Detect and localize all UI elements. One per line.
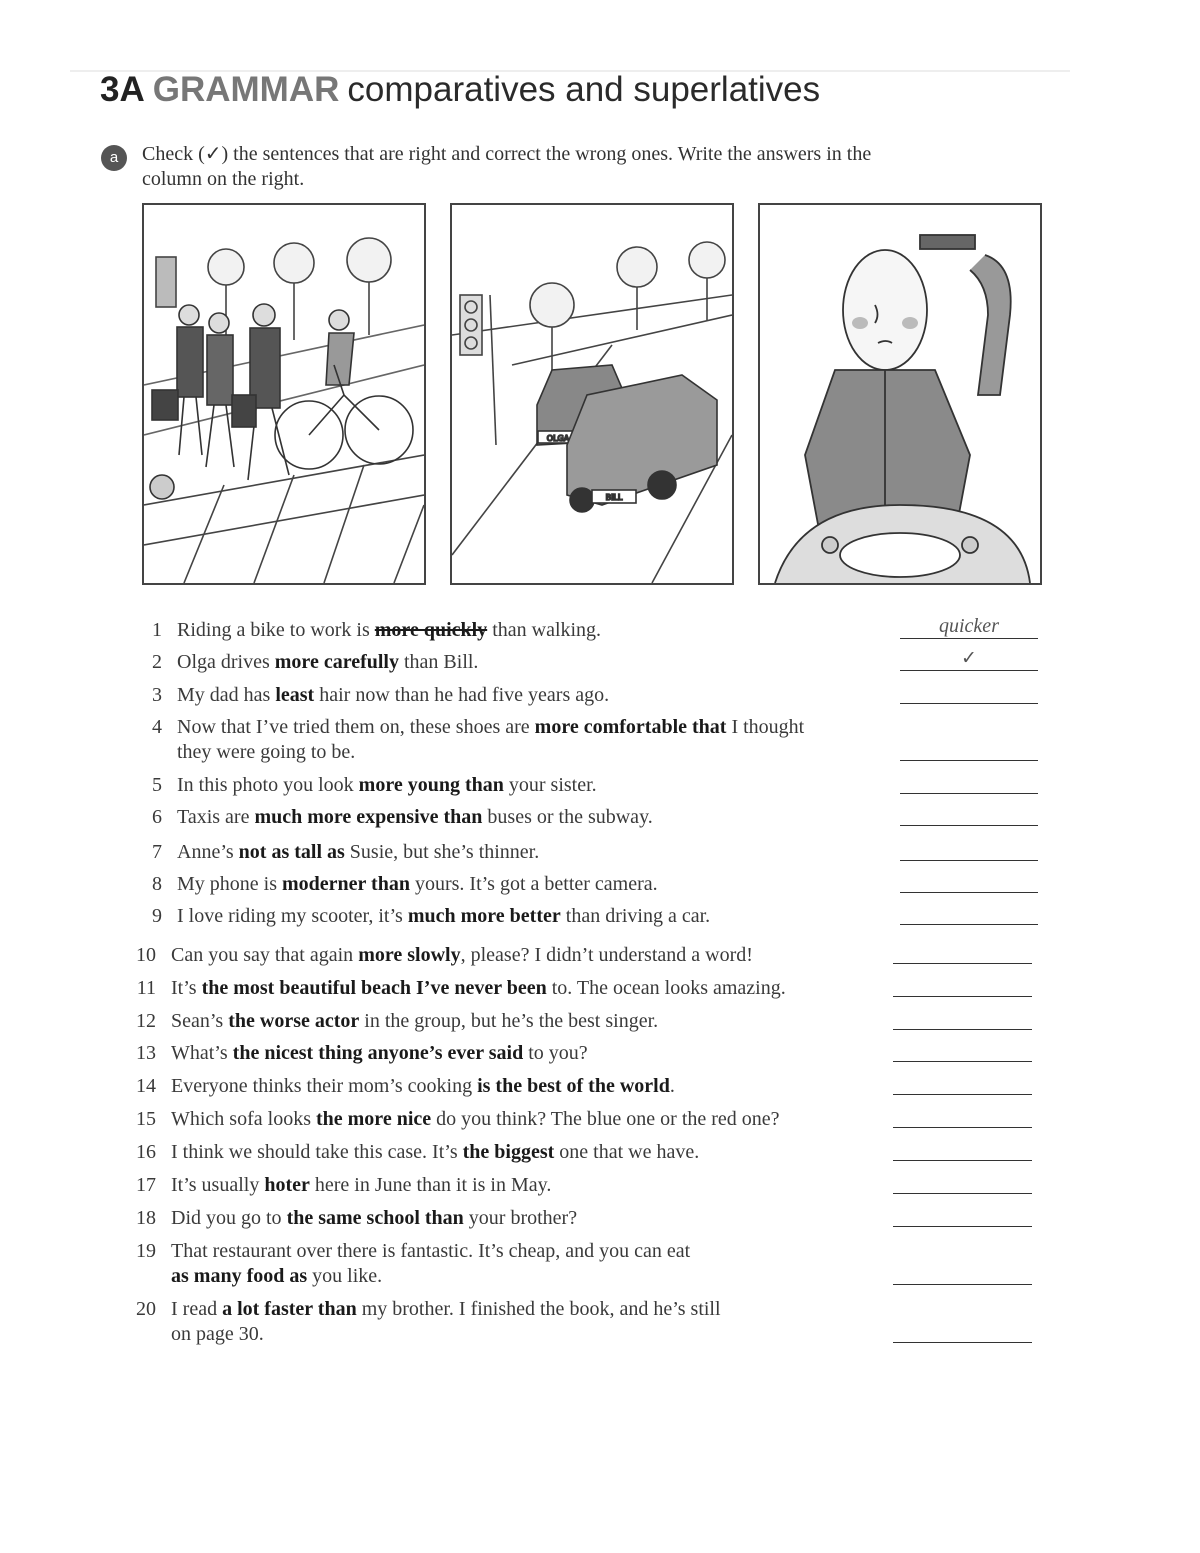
answer-blank[interactable] <box>893 972 1032 997</box>
item-sentence <box>177 618 601 642</box>
sentence-text: , please? I didn’t understand a word! <box>460 944 753 966</box>
answer-blank[interactable]: ✓ <box>900 646 1038 671</box>
item-sentence <box>177 683 609 707</box>
sentence-text: your brother? <box>463 1207 578 1229</box>
sentence-text: hair now than he had five years ago. <box>314 684 610 706</box>
item-number: 18 <box>136 1207 156 1229</box>
item-sentence <box>177 650 478 674</box>
item-number: 10 <box>136 944 156 966</box>
item-number: 6 <box>152 806 162 828</box>
item-sentence <box>171 1239 690 1263</box>
exercise-letter-badge: a <box>101 145 127 171</box>
item-number: 19 <box>136 1240 156 1262</box>
item-sentence-continued <box>177 740 355 764</box>
item-number: 15 <box>136 1108 156 1130</box>
answer-blank[interactable] <box>893 1070 1032 1095</box>
sentence-text: they were going to be. <box>177 741 356 763</box>
man-combing-hair-illustration <box>758 203 1042 585</box>
answer-blank[interactable] <box>900 769 1038 794</box>
item-number: 8 <box>152 873 162 895</box>
item-number: 13 <box>136 1042 156 1064</box>
item-sentence-continued <box>171 1264 382 1288</box>
sentence-text: What’s <box>171 1042 233 1064</box>
sentence-text: your sister. <box>503 774 597 796</box>
cars-at-traffic-light-illustration <box>450 203 734 585</box>
sentence-text: do you think? The blue one or the red one? <box>431 1108 780 1130</box>
item-sentence <box>171 943 753 967</box>
sentence-text: Which sofa looks <box>171 1108 316 1130</box>
sentence-text: I read <box>171 1298 223 1320</box>
plate-bill: BILL <box>605 493 623 502</box>
sentence-text: It’s <box>171 977 202 999</box>
unit-code: 3A <box>100 70 145 109</box>
item-sentence <box>177 840 539 864</box>
target-phrase: as many food as <box>171 1265 308 1287</box>
item-sentence <box>171 976 786 1000</box>
answer-blank[interactable] <box>900 736 1038 761</box>
target-phrase: much more expensive than <box>254 806 483 828</box>
target-phrase: the most beautiful beach I’ve never been <box>201 977 547 999</box>
item-number: 12 <box>136 1010 156 1032</box>
answer-blank[interactable] <box>893 1318 1032 1343</box>
sentence-text: My dad has <box>177 684 276 706</box>
answer-blank[interactable] <box>900 900 1038 925</box>
answer-blank[interactable] <box>893 1005 1032 1030</box>
sentence-text: Riding a bike to work is <box>177 619 375 641</box>
sentence-text: It’s usually <box>171 1174 265 1196</box>
item-sentence <box>177 805 653 829</box>
target-phrase: much more better <box>407 905 561 927</box>
item-number: 14 <box>136 1075 156 1097</box>
sentence-text: one that we have. <box>554 1141 700 1163</box>
item-sentence <box>171 1206 577 1230</box>
item-sentence <box>177 904 710 928</box>
sentence-text: Taxis are <box>177 806 255 828</box>
sentence-text: than Bill. <box>398 651 479 673</box>
sentence-text: Can you say that again <box>171 944 359 966</box>
item-sentence <box>171 1297 721 1321</box>
item-number: 20 <box>136 1298 156 1320</box>
sentence-text: than driving a car. <box>560 905 711 927</box>
target-phrase: more comfortable that <box>534 716 727 738</box>
item-sentence <box>171 1140 699 1164</box>
target-phrase: more carefully <box>274 651 399 673</box>
target-phrase: the biggest <box>462 1141 555 1163</box>
sentence-text: In this photo you look <box>177 774 359 796</box>
sentence-text: I think we should take this case. It’s <box>171 1141 463 1163</box>
answer-blank[interactable] <box>900 801 1038 826</box>
sentence-text: yours. It’s got a better camera. <box>409 873 658 895</box>
instruction-line-2: column on the right. <box>142 168 305 190</box>
sentence-text: buses or the subway. <box>482 806 653 828</box>
item-sentence <box>171 1173 551 1197</box>
sentence-text: Sean’s <box>171 1010 229 1032</box>
item-number: 1 <box>152 619 162 641</box>
target-phrase: hoter <box>264 1174 310 1196</box>
sentence-text: I love riding my scooter, it’s <box>177 905 408 927</box>
sentence-text: My phone is <box>177 873 282 895</box>
exercise-instruction <box>142 142 1022 192</box>
item-number: 17 <box>136 1174 156 1196</box>
target-phrase: the worse actor <box>228 1010 360 1032</box>
target-phrase: more quickly <box>374 619 488 641</box>
answer-blank[interactable] <box>893 1103 1032 1128</box>
plate-olga: OLGA <box>546 434 570 443</box>
target-phrase: more young than <box>358 774 504 796</box>
sentence-text: Did you go to <box>171 1207 287 1229</box>
target-phrase: the more nice <box>315 1108 432 1130</box>
sentence-text: Everyone thinks their mom’s cooking <box>171 1075 478 1097</box>
sentence-text: here in June than it is in May. <box>309 1174 552 1196</box>
target-phrase: moderner than <box>282 873 410 895</box>
item-sentence <box>177 773 597 797</box>
item-sentence <box>177 715 804 739</box>
sentence-text: Now that I’ve tried them on, these shoes are <box>177 716 535 738</box>
item-number: 2 <box>152 651 162 673</box>
answer-blank[interactable] <box>900 868 1038 893</box>
item-number: 7 <box>152 841 162 863</box>
item-number: 9 <box>152 905 162 927</box>
sentence-text: Susie, but she’s thinner. <box>344 841 540 863</box>
sentence-text: to you? <box>523 1042 588 1064</box>
sentence-text: in the group, but he’s the best singer. <box>359 1010 659 1032</box>
item-sentence <box>177 872 658 896</box>
answer-blank[interactable] <box>893 1169 1032 1194</box>
target-phrase: the same school than <box>286 1207 464 1229</box>
item-number: 5 <box>152 774 162 796</box>
item-sentence <box>171 1009 658 1033</box>
topic-title: comparatives and superlatives <box>347 70 821 109</box>
page-title <box>100 70 820 110</box>
sentence-text: I thought <box>726 716 805 738</box>
item-sentence-continued <box>171 1322 264 1346</box>
target-phrase: a lot faster than <box>222 1298 357 1320</box>
item-number: 16 <box>136 1141 156 1163</box>
instruction-line-1: Check (✓) the sentences that are right and correct the wrong ones. Write the answers in the <box>142 143 872 165</box>
answer-blank[interactable] <box>893 939 1032 964</box>
item-number: 3 <box>152 684 162 706</box>
sentence-text: you like. <box>307 1265 383 1287</box>
section-label: GRAMMAR <box>152 70 340 109</box>
target-phrase: least <box>275 684 315 706</box>
answer-blank[interactable] <box>900 679 1038 704</box>
sentence-text: Olga drives <box>177 651 275 673</box>
answer-blank[interactable] <box>893 1136 1032 1161</box>
sentence-text: than walking. <box>487 619 602 641</box>
sentence-text: my brother. I finished the book, and he’s still <box>356 1298 721 1320</box>
sentence-text: . <box>669 1075 675 1097</box>
target-phrase: not as tall as <box>238 841 345 863</box>
answer-blank[interactable] <box>900 836 1038 861</box>
sentence-text: Anne’s <box>177 841 239 863</box>
target-phrase: more slowly <box>358 944 461 966</box>
target-phrase: the nicest thing anyone’s ever said <box>232 1042 524 1064</box>
answer-blank[interactable]: quicker <box>900 614 1038 639</box>
sentence-text: to. The ocean looks amazing. <box>546 977 786 999</box>
item-number: 11 <box>136 977 156 999</box>
answer-blank[interactable] <box>893 1202 1032 1227</box>
answer-blank[interactable] <box>893 1260 1032 1285</box>
sentence-text: on page 30. <box>171 1323 264 1345</box>
target-phrase: is the best of the world <box>477 1075 670 1097</box>
answer-blank[interactable] <box>893 1037 1032 1062</box>
item-number: 4 <box>152 716 162 738</box>
commuters-and-cyclist-illustration <box>142 203 426 585</box>
sentence-text: That restaurant over there is fantastic. It’s cheap, and you can eat <box>171 1240 691 1262</box>
item-sentence <box>171 1041 588 1065</box>
item-sentence <box>171 1107 780 1131</box>
item-sentence <box>171 1074 675 1098</box>
